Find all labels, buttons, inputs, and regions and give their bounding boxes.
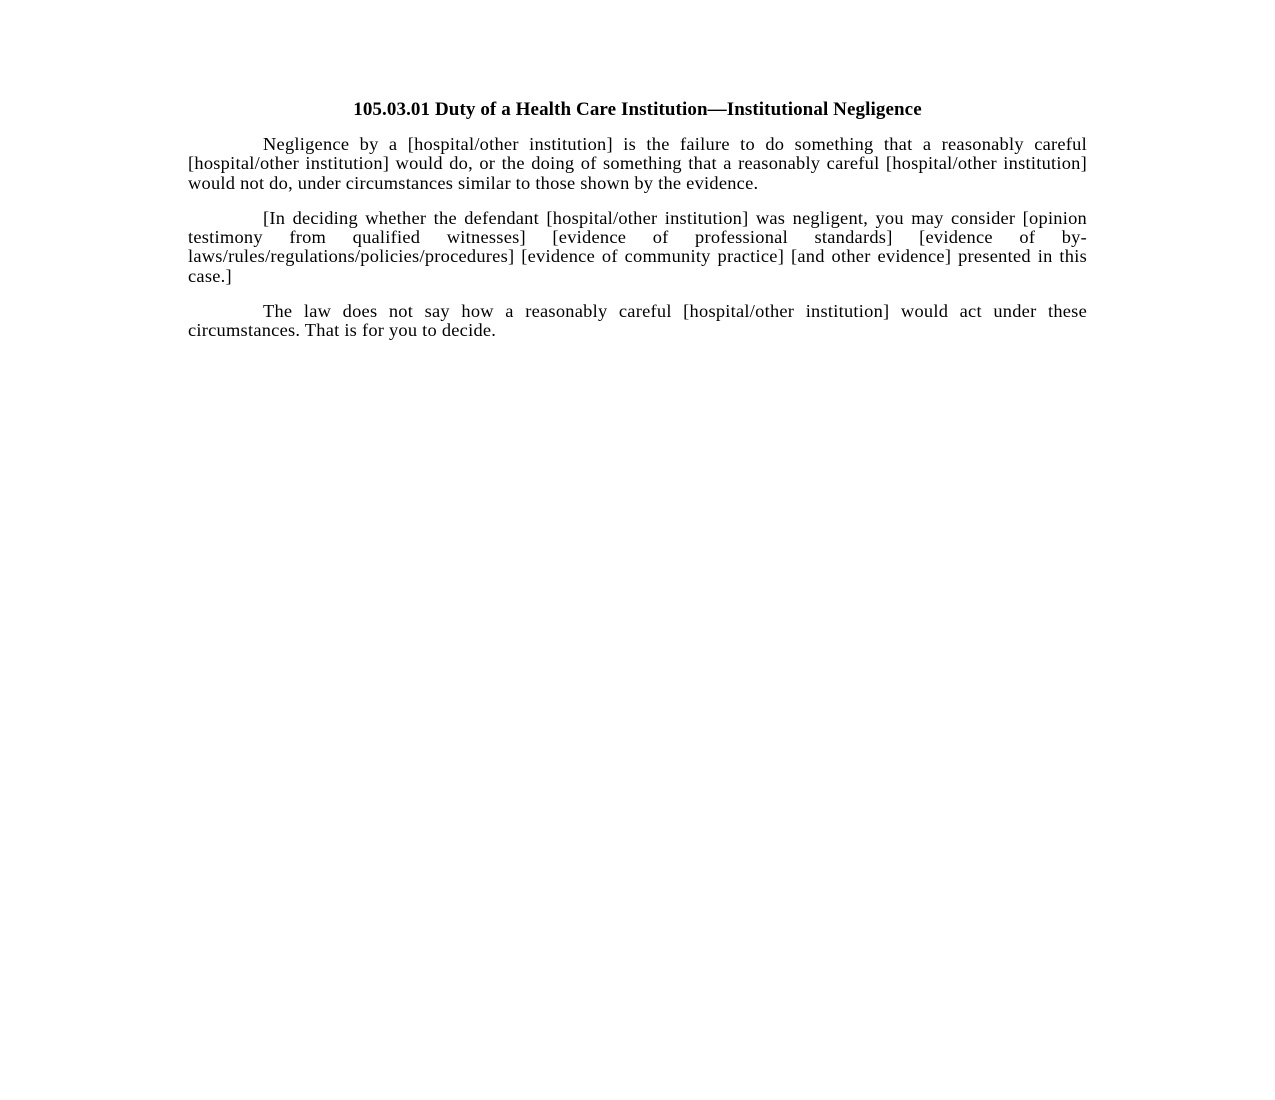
document-page: [188, 98, 1087, 357]
paragraph-jury-decides: The law does not say how a reasonably careful [hospital/other institution] would act under these circumstances. That is for you to decide.: [188, 301, 1087, 341]
paragraph-evidence-considered: [In deciding whether the defendant [hospital/other institution] was negligent, you may consider [opinion testimony from qualified witnesses] [evidence of professional standards] [evidence of by-laws/rules/regulations/policies/procedures] [evidence of community practice] [and other evidence] presented in this case.]: [188, 207, 1087, 286]
document-title: 105.03.01 Duty of a Health Care Institution—Institutional Negligence: [353, 99, 922, 120]
paragraph-negligence-definition: Negligence by a [hospital/other institution] is the failure to do something that a reasonably careful [hospital/other institution] would do, or the doing of something that a reasonably careful [hospital/other institution] would not do, under circumstances similar to those shown by the evidence.: [188, 134, 1087, 193]
